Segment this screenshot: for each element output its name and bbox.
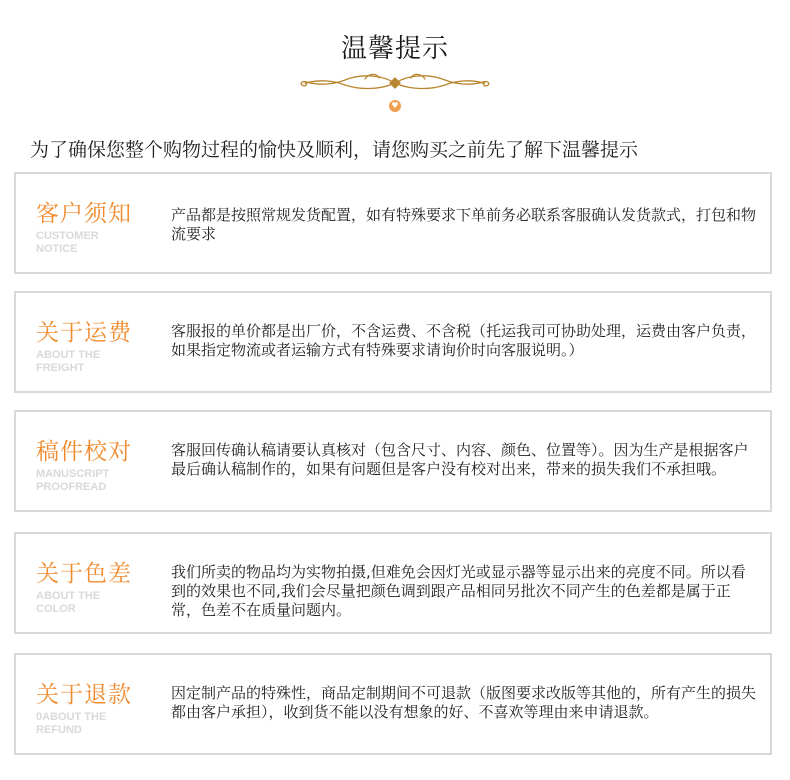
- card-title: 关于运费: [36, 320, 132, 346]
- heart-icon: ♥: [389, 100, 401, 112]
- card-body: 客服回传确认稿请要认真核对（包含尺寸、内容、颜色、位置等）。因为生产是根据客户最后确认稿制作的，如果有问题但是客户没有校对出来，带来的损失我们不承担哦。: [171, 441, 749, 478]
- notice-card-refund: [14, 653, 772, 755]
- notice-card-freight: [14, 291, 772, 393]
- card-subtitle: ABOUT THE COLOR: [36, 590, 101, 615]
- card-body: 因定制产品的特殊性，商品定制期间不可退款（版图要求改版等其他的，所有产生的损失都由客户承担），收到货不能以没有想象的好、不喜欢等理由来申请退款。: [171, 684, 757, 721]
- intro-text: 为了确保您整个购物过程的愉快及顺利，请您购买之前先了解下温馨提示: [30, 139, 639, 161]
- page-title: 温馨提示: [340, 34, 449, 64]
- card-title: 客户须知: [36, 201, 132, 227]
- card-subtitle: MANUSCRIPT PROOFREAD: [36, 468, 110, 493]
- card-subtitle: CUSTOMER NOTICE: [36, 230, 99, 255]
- flourish-divider-icon: [295, 70, 495, 96]
- card-body: 产品都是按照常规发货配置，如有特殊要求下单前务必联系客服确认发货款式，打包和物流要求: [171, 206, 757, 243]
- notice-card-proofread: [14, 410, 772, 512]
- card-subtitle: 0ABOUT THE REFUND: [36, 711, 107, 736]
- card-title: 关于退款: [36, 682, 132, 708]
- notice-card-customer: [14, 172, 772, 274]
- card-title: 稿件校对: [36, 439, 132, 465]
- card-body: 客服报的单价都是出厂价，不含运费、不含税（托运我司可协助处理，运费由客户负责，如果指定物流或者运输方式有特殊要求请询价时向客服说明。）: [171, 322, 757, 359]
- card-subtitle: ABOUT THE FREIGHT: [36, 349, 101, 374]
- card-title: 关于色差: [36, 561, 132, 587]
- card-body: 我们所卖的物品均为实物拍摄,但难免会因灯光或显示器等显示出来的亮度不同。所以看到的效果也不同,我们会尽量把颜色调到跟产品相同另批次不同产生的色差都是属于正常，色差不在质量问题内。: [171, 563, 746, 619]
- notice-card-color: [14, 532, 772, 634]
